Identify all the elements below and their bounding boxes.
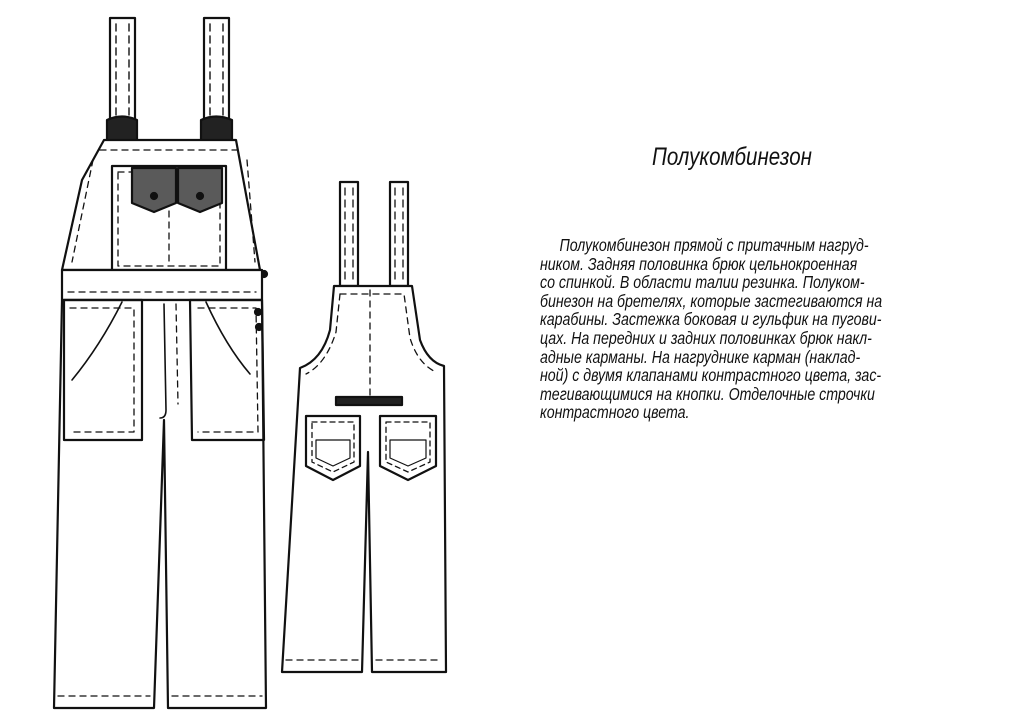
- front-strap-right: [201, 18, 232, 145]
- description-line: бинезон на бретелях, которые застегиваются на: [540, 290, 883, 311]
- description-line: Полукомбинезон прямой с притачным нагруд-: [559, 235, 869, 255]
- overalls-back-icon: [282, 182, 446, 672]
- description-line: тегивающимися на кнопки. Отделочные строчки: [540, 383, 875, 404]
- bib-pocket-flap-left: [132, 168, 176, 212]
- front-strap-left: [107, 18, 137, 145]
- description-line: ной) с двумя клапанами контрастного цвета, зас-: [540, 365, 882, 386]
- description-line: адные карманы. На нагруднике карман (наклад-: [540, 346, 861, 367]
- bib-pocket-flap-right: [178, 168, 222, 212]
- description-line: цах. На передних и задних половинках брюк накл-: [540, 327, 872, 348]
- back-pocket-right: [380, 416, 436, 480]
- front-waistband: [62, 270, 262, 300]
- description-line: контрастного цвета.: [540, 402, 690, 423]
- back-pocket-left: [306, 416, 360, 480]
- overalls-front-icon: [54, 18, 267, 708]
- description-line: ником. Задняя половинка брюк цельнокроенная: [540, 253, 858, 274]
- description: [540, 236, 977, 422]
- back-body: [282, 286, 446, 672]
- back-strap-left: [340, 182, 358, 286]
- back-waist-elastic: [336, 397, 402, 405]
- description-line: со спинкой. В области талии резинка. Полуком-: [540, 272, 865, 293]
- back-strap-right: [390, 182, 408, 286]
- page-title: Полукомбинезон: [652, 143, 812, 171]
- description-line: карабины. Застежка боковая и гульфик на пугови-: [540, 309, 882, 330]
